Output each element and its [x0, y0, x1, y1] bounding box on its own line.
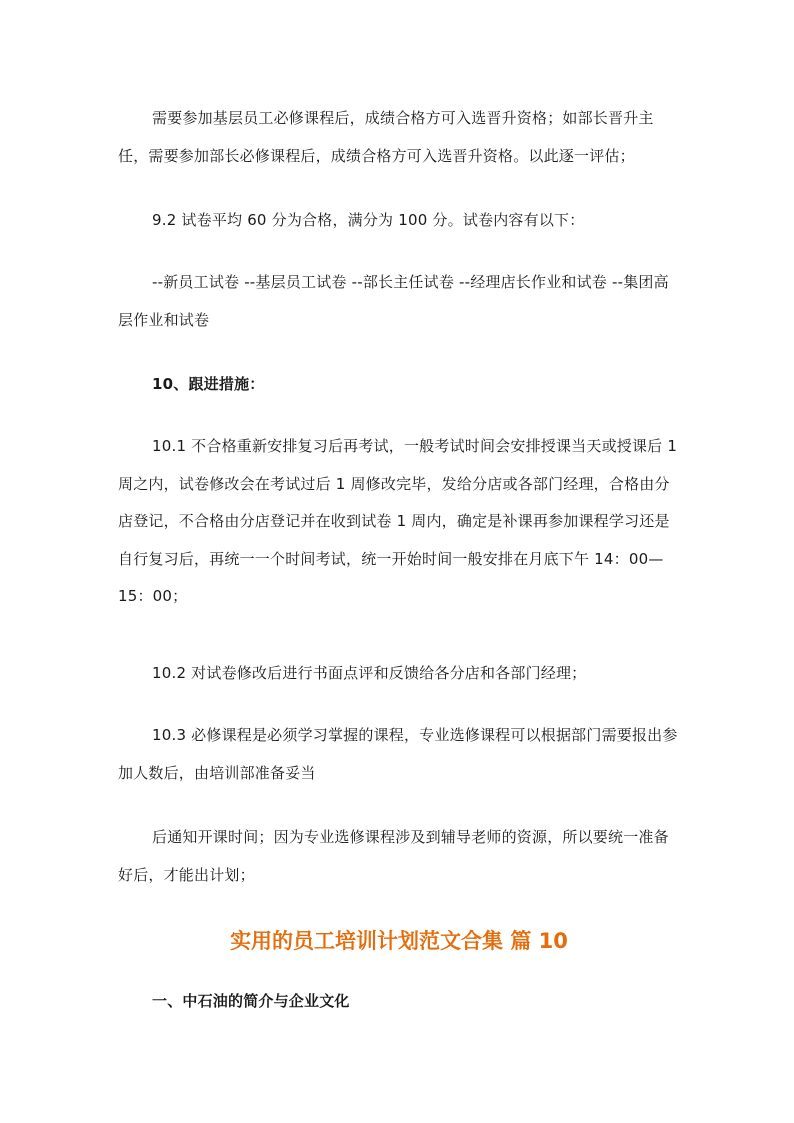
- section-heading-follow-up: 10、跟进措施：: [152, 375, 265, 393]
- paragraph-exam-types: --新员工试卷 --基层员工试卷 --部长主任试卷 --经理店长作业和试卷 --集团高层作业和试卷: [118, 273, 669, 329]
- paragraph-exam-scoring: 9.2 试卷平均 60 分为合格，满分为 100 分。试卷内容有以下：: [152, 211, 585, 229]
- paragraph-promotion-criteria: 需要参加基层员工必修课程后，成绩合格方可入选晋升资格；如部长晋升主任，需要参加部长必修课程后，成绩合格方可入选晋升资格。以此逐一评估；: [118, 109, 654, 165]
- paragraph-notice-schedule: 后通知开课时间；因为专业选修课程涉及到辅导老师的资源，所以要统一准备好后，才能出计划；: [118, 828, 669, 884]
- paragraph-feedback: 10.2 对试卷修改后进行书面点评和反馈给各分店和各部门经理；: [152, 664, 587, 682]
- paragraph-required-courses: 10.3 必修课程是必须学习掌握的课程，专业选修课程可以根据部门需要报出参加人数后，由培训部准备妥当: [118, 726, 678, 782]
- article-title: 实用的员工培训计划范文合集 篇 10: [230, 929, 568, 953]
- paragraph-retake-policy: 10.1 不合格重新安排复习后再考试，一般考试时间会安排授课当天或授课后 1 周之内，试卷修改会在考试过后 1 周修改完毕，发给分店或各部门经理，合格由分店登记，不合格由分店登记并在收到试卷 1 周内，确定是补课再参加课程学习还是自行复习后，再统一一个时间考试，统一开始时间一般安排在月底下午 14：00—15：00；: [118, 437, 678, 605]
- section-heading-petrochina: 一、中石油的简介与企业文化: [152, 992, 350, 1010]
